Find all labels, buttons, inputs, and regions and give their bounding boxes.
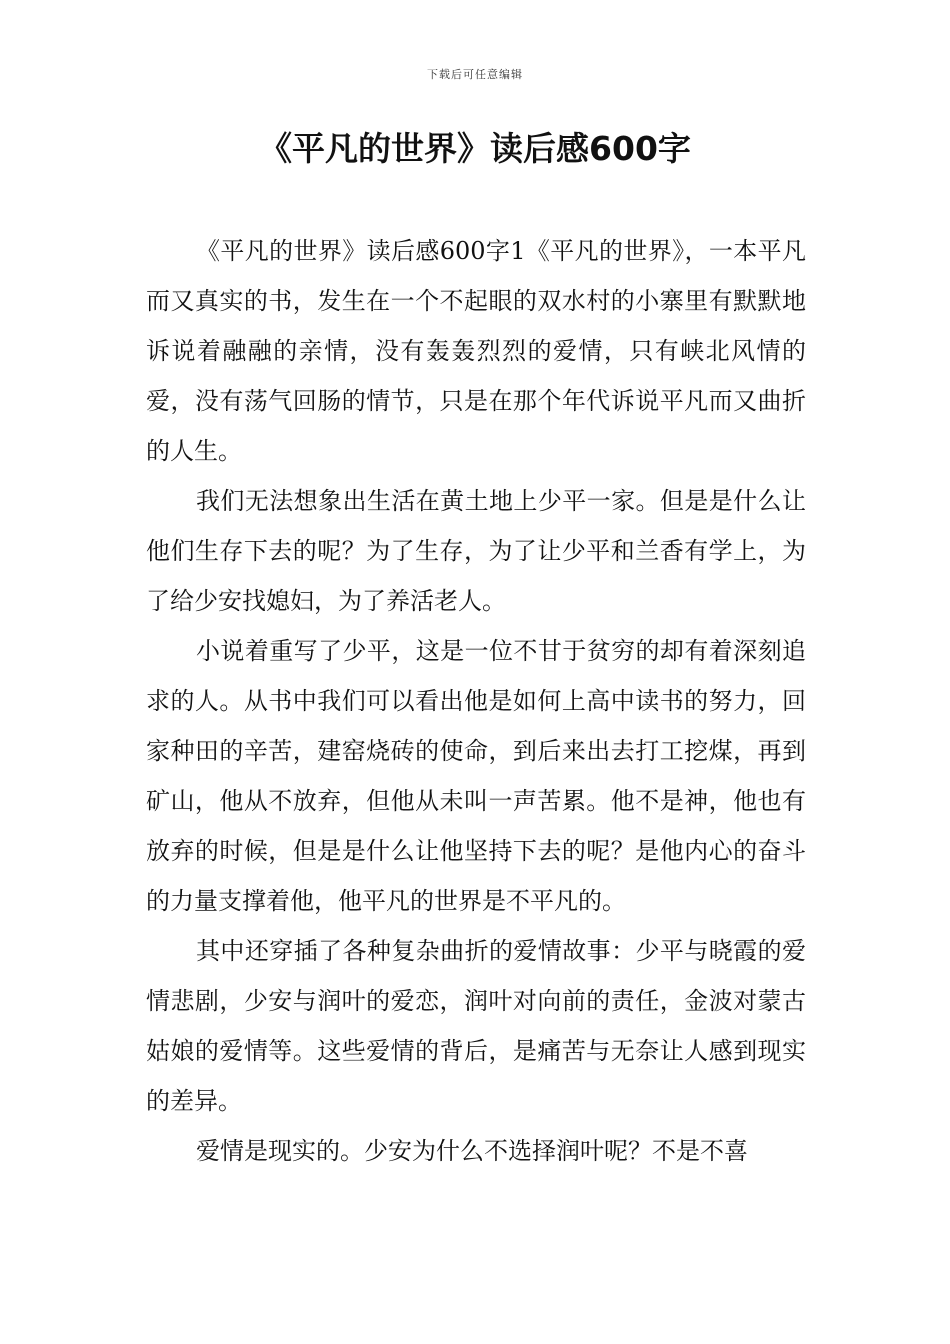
page-title: 《平凡的世界》读后感600字 xyxy=(259,129,691,168)
paragraph: 爱情是现实的。少安为什么不选择润叶呢？不是不喜 xyxy=(196,1137,748,1165)
paragraph: 《平凡的世界》读后感600字1《平凡的世界》，一本平凡而又真实的书，发生在一个不起眼的双水村的小寨里有默默地诉说着融融的亲情，没有轰轰烈烈的爱情，只有峡北风情的爱，没有荡气回肠的情节，只是在那个年代诉说平凡而又曲折的人生。 xyxy=(146,237,806,465)
paragraph: 小说着重写了少平，这是一位不甘于贫穷的却有着深刻追求的人。从书中我们可以看出他是如何上高中读书的努力，回家种田的辛苦，建窑烧砖的使命，到后来出去打工挖煤，再到矿山，他从不放弃，但他从未叫一声苦累。他不是神，他也有放弃的时候，但是是什么让他坚持下去的呢？是他内心的奋斗的力量支撑着他，他平凡的世界是不平凡的。 xyxy=(146,637,806,915)
paragraph: 其中还穿插了各种复杂曲折的爱情故事：少平与晓霞的爱情悲剧，少安与润叶的爱恋，润叶对向前的责任，金波对蒙古姑娘的爱情等。这些爱情的背后，是痛苦与无奈让人感到现实的差异。 xyxy=(146,937,806,1115)
header-note: 下载后可任意编辑 xyxy=(427,68,523,81)
document-body xyxy=(146,226,806,1176)
paragraph: 我们无法想象出生活在黄土地上少平一家。但是是什么让他们生存下去的呢？为了生存，为了让少平和兰香有学上，为了给少安找媳妇，为了养活老人。 xyxy=(146,487,806,615)
